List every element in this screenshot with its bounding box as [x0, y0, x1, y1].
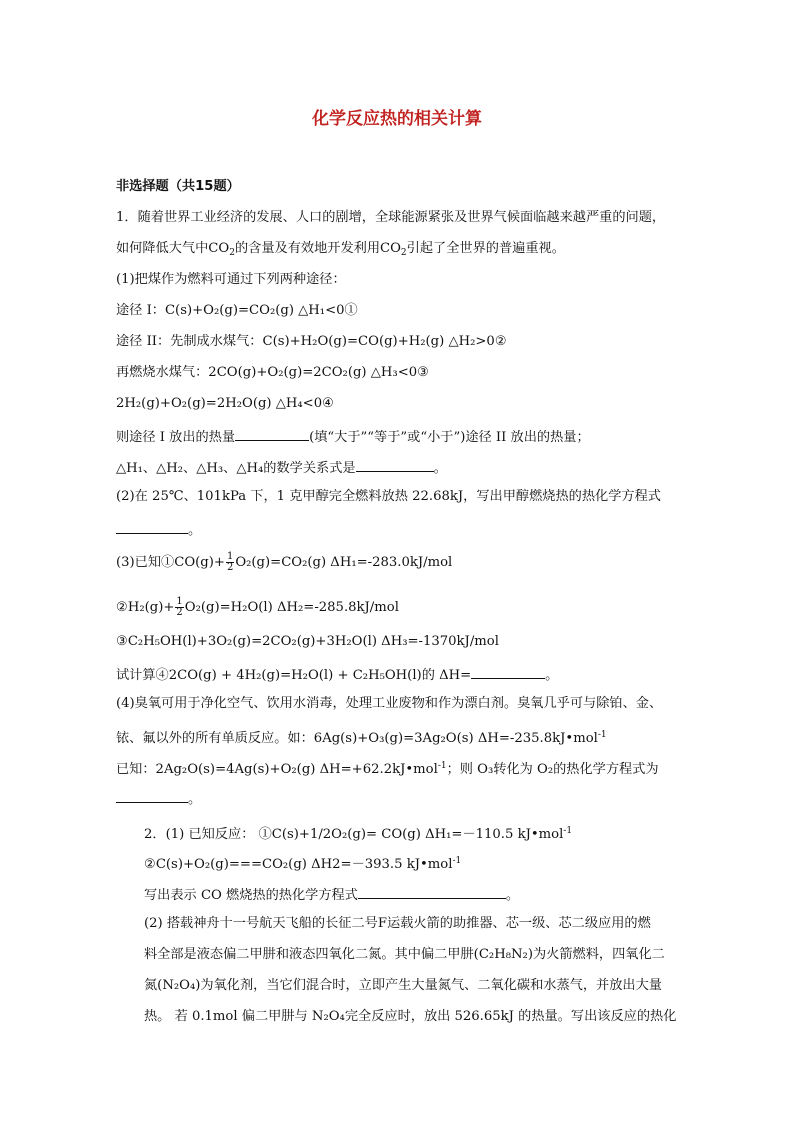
q2-part1-eq2: ②C(s)+O₂(g)===CO₂(g) ΔH2=－393.5 kJ•mol$^{-1}$	[144, 856, 462, 872]
q2-part2-line4: 热。 若 0.1mol 偏二甲肼与 N₂O₄完全反应时，放出 526.65kJ 的热量。写出该反应的热化	[144, 1009, 677, 1024]
fraction-half: $\frac{1}{2}$	[176, 596, 183, 618]
q1-part3-eq1: (3)已知①CO(g)+ $\frac{1}{2}$ O₂(g)=CO₂(g) ΔH₁=-283.0kJ/mol	[116, 551, 453, 573]
q1-part1-intro: (1)把煤作为燃料可通过下列两种途径：	[116, 272, 346, 287]
q1-part3-eq3: ③C₂H₅OH(l)+3O₂(g)=2CO₂(g)+3H₂O(l) ΔH₃=-1370kJ/mol	[116, 634, 499, 649]
answer-blank[interactable]	[471, 664, 545, 679]
answer-blank[interactable]	[116, 519, 188, 534]
answer-blank[interactable]	[235, 426, 309, 441]
answer-blank[interactable]	[358, 884, 506, 899]
q1-part3-eq2: ②H₂(g)+ $\frac{1}{2}$ O₂(g)=H₂O(l) ΔH₂=-285.8kJ/mol	[116, 596, 399, 618]
q1-part4-line3: 已知：2Ag₂O(s)=4Ag(s)+O₂(g) ΔH=+62.2kJ•mol$^{-1}$；则 O₃转化为 O₂的热化学方程式为	[116, 761, 659, 777]
q1-part3-question: 试计算④2CO(g) + 4H₂(g)=H₂O(l) + C₂H₅OH(l)的 ΔH= 。	[116, 664, 558, 685]
q2-part2-line2: 料全部是液态偏二甲肼和液态四氧化二氮。其中偏二甲肼(C₂H₈N₂)为火箭燃料，四氧化二	[144, 947, 665, 962]
q1-part1-question: 则途径 I 放出的热量 (填“大于”“等于”或“小于”)途径 II 放出的热量；	[116, 426, 590, 447]
q1-part1-question2: △H₁、△H₂、△H₃、△H₄的数学关系式是 。	[116, 457, 447, 478]
q1-path1: 途径 I：C(s)+O₂(g)=CO₂(g) △H₁<0①	[116, 303, 358, 318]
answer-blank[interactable]	[356, 457, 434, 472]
q1-part2-answer: 。	[116, 519, 201, 540]
answer-blank[interactable]	[116, 788, 188, 803]
q2-part1-question: 写出表示 CO 燃烧热的热化学方程式 。	[144, 884, 519, 905]
q1-part2: (2)在 25℃、101kPa 下，1 克甲醇完全燃料放热 22.68kJ，写出甲醇燃烧热的热化学方程式	[116, 489, 661, 504]
page-title: 化学反应热的相关计算	[312, 109, 482, 129]
q1-path2: 途径 II：先制成水煤气：C(s)+H₂O(g)=CO(g)+H₂(g) △H₂>0②	[116, 334, 507, 349]
q1-path2-burn: 再燃烧水煤气：2CO(g)+O₂(g)=2CO₂(g) △H₃<0③	[116, 365, 429, 380]
q2-part1-eq1: 2．(1) 已知反应： ①C(s)+1/2O₂(g)= CO(g) ΔH₁=－110.5 kJ•mol$^{-1}$	[144, 826, 573, 842]
q1-path2-h2: 2H₂(g)+O₂(g)=2H₂O(g) △H₄<0④	[116, 396, 334, 411]
q1-intro-line1: 1．随着世界工业经济的发展、人口的剧增，全球能源紧张及世界气候面临越来越严重的问题，	[116, 210, 666, 225]
section-heading: 非选择题（共15题）	[116, 179, 240, 194]
q2-part2-line1: (2) 搭载神舟十一号航天飞船的长征二号F运载火箭的助推器、芯一级、芯二级应用的燃	[144, 916, 651, 931]
q1-intro-line2: 如何降低大气中$CO_2$的含量及有效地开发利用$CO_2$引起了全世界的普遍重视。	[116, 241, 565, 258]
q1-part4-answer: 。	[116, 788, 201, 809]
q2-part2-line3: 氮(N₂O₄)为氧化剂，当它们混合时，立即产生大量氮气、二氧化碳和水蒸气，并放出大量	[144, 978, 662, 993]
fraction-half: $\frac{1}{2}$	[226, 551, 234, 573]
q1-part4-line2: 铱、氟以外的所有单质反应。如：6Ag(s)+O₃(g)=3Ag₂O(s) ΔH=-235.8kJ•mol$^{-1}$	[116, 730, 607, 746]
q1-part4-line1: (4)臭氧可用于净化空气、饮用水消毒，处理工业废物和作为漂白剂。臭氧几乎可与除铂、金、	[116, 696, 663, 711]
